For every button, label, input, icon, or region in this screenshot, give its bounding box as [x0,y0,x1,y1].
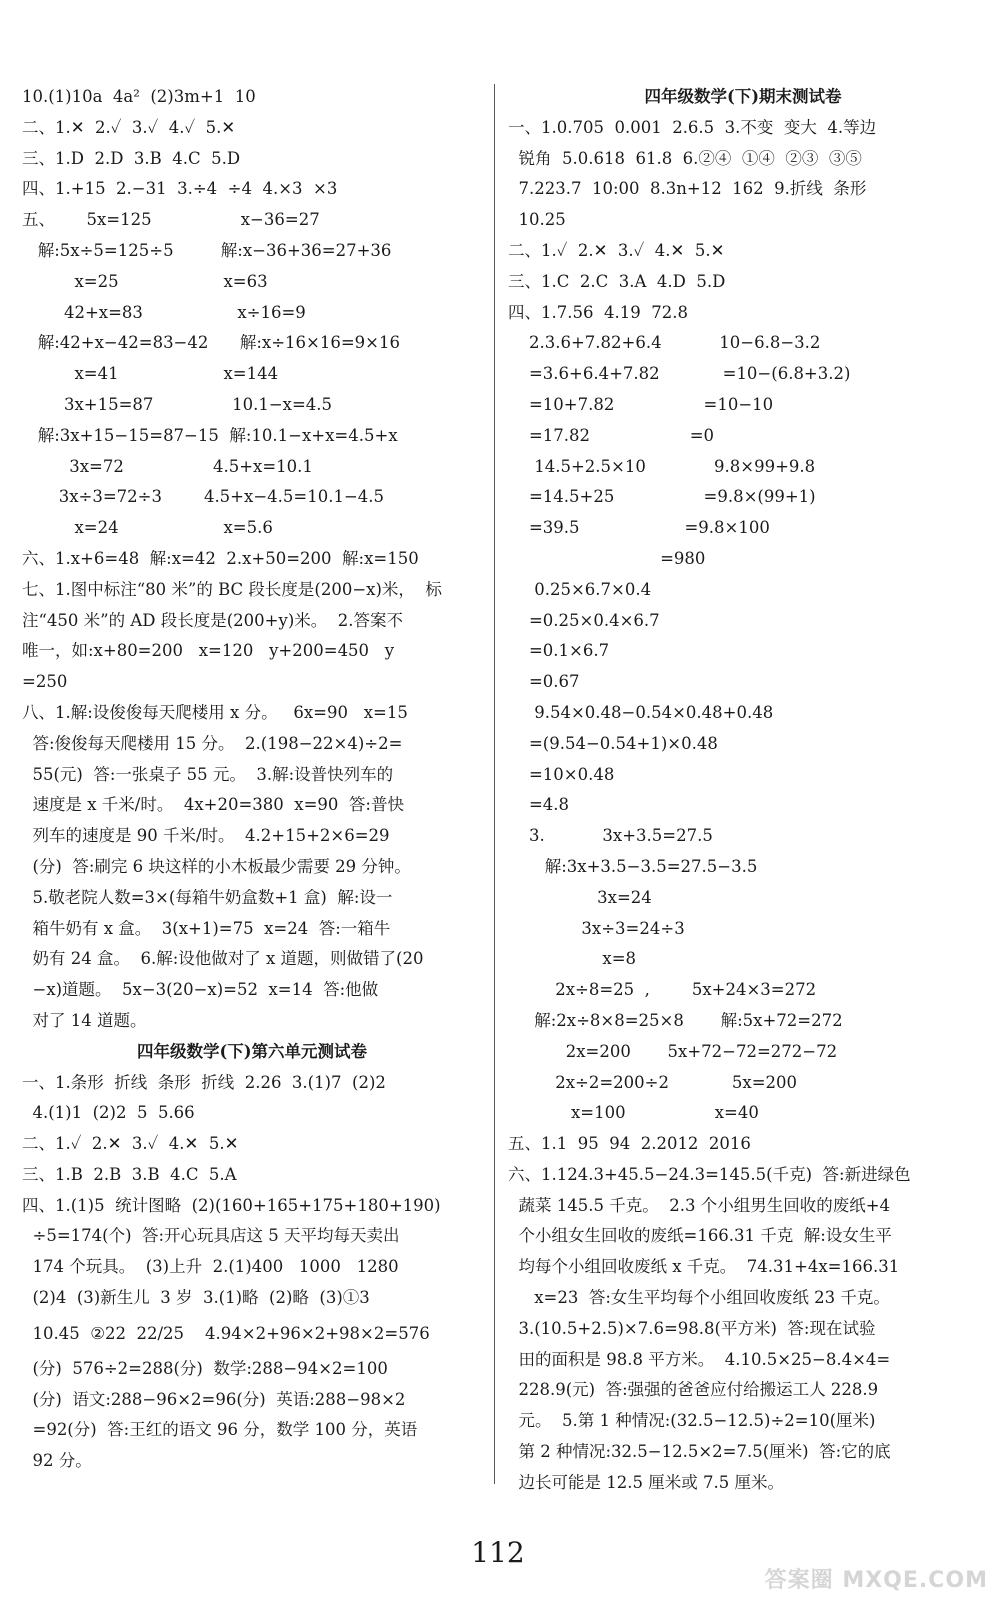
answer-line: 0.25×6.7×0.4 [508,579,652,599]
answer-line: 7.223.7 10:00 8.3n+12 162 9.折线 条形 [508,179,867,199]
answer-line: =3.6+6.4+7.82 =10−(6.8+3.2) [508,364,851,384]
answer-line: 三、1.D 2.D 3.B 4.C 5.D [22,148,241,168]
answer-line: 解:42+x−42=83−42 解:x÷16×16=9×16 [22,333,401,353]
section-title: 四年级数学(下)期末测试卷 [644,87,842,106]
answer-line: 2x=200 5x+72−72=272−72 [508,1041,838,1061]
answer-line: 注“450 米”的 AD 段长度是(200+y)米。 2.答案不 [22,610,403,630]
answer-line: =250 [22,672,68,692]
answer-line: 3.(10.5+2.5)×7.6=98.8(平方米) 答:现在试验 [508,1318,876,1338]
answer-line: 三、1.B 2.B 3.B 4.C 5.A [22,1164,237,1184]
answer-line: =980 [508,548,706,568]
answer-line: (2)4 (3)新生儿 3 岁 3.(1)略 (2)略 (3)①3 [22,1288,370,1308]
answer-line: (分) 576÷2=288(分) 数学:288−94×2=100 [22,1358,388,1378]
answer-line: 速度是 x 千米/时。 4x+20=380 x=90 答:普快 [22,795,404,815]
answer-line: 3x=72 4.5+x=10.1 [22,456,313,476]
answer-line: x=23 答:女生平均每个小组回收废纸 23 千克。 [508,1288,890,1308]
answer-line: x=24 x=5.6 [22,518,273,538]
answer-line: =0.1×6.7 [508,641,610,661]
answer-line: 3x+15=87 10.1−x=4.5 [22,394,333,414]
answer-line: =0.25×0.4×6.7 [508,610,660,630]
answer-line: =4.8 [508,795,570,815]
answer-line: 10.(1)10a 4a² (2)3m+1 10 [22,87,256,106]
answer-line: 174 个玩具。 (3)上升 2.(1)400 1000 1280 [22,1257,399,1277]
answer-line: 二、1.✕ 2.✓ 3.✓ 4.✓ 5.✕ [22,117,236,137]
answer-line: −x)道题。 5x−3(20−x)=52 x=14 答:他做 [22,980,379,1000]
answer-line: 箱牛奶有 x 盒。 3(x+1)=75 x=24 答:一箱牛 [22,918,391,938]
answer-line: 锐角 5.0.618 61.8 6.②④ ①④ ②③ ③⑤ [508,148,862,168]
answer-line: 列车的速度是 90 千米/时。 4.2+15+2×6=29 [22,826,390,846]
page-number: 112 [471,1536,525,1569]
answer-line: 蔬菜 145.5 千克。 2.3 个小组男生回收的废纸+4 [508,1195,891,1215]
watermark-logo: 答案圈 MXQE.COM [764,1568,988,1593]
answer-line: 八、1.解:设俊俊每天爬楼用 x 分。 6x=90 x=15 [22,702,408,722]
answer-line: 2.3.6+7.82+6.4 10−6.8−3.2 [508,333,821,353]
answer-line: 10.45 ②22 22/25 4.94×2+96×2+98×2=576 [22,1323,430,1343]
answer-line: 边长可能是 12.5 厘米或 7.5 厘米。 [508,1472,784,1492]
answer-line: =10×0.48 [508,764,615,784]
answer-line: 五、1.1 95 94 2.2012 2016 [508,1134,751,1154]
answer-line: 9.54×0.48−0.54×0.48+0.48 [508,702,774,722]
answer-line: 一、1.条形 折线 条形 折线 2.26 3.(1)7 (2)2 [22,1072,386,1092]
answer-line: 四、1.+15 2.−31 3.÷4 ÷4 4.×3 ×3 [22,179,338,199]
answer-line: =0.67 [508,672,580,692]
answer-line: x=8 [508,949,637,969]
answer-line: 2x÷8=25 , 5x+24×3=272 [508,980,817,1000]
answer-line: 三、1.C 2.C 3.A 4.D 5.D [508,271,726,291]
answer-line: 四、1.7.56 4.19 72.8 [508,302,688,322]
answer-line: 奶有 24 盒。 6.解:设他做对了 x 道题，则做错了(20 [22,949,424,969]
answer-line: 10.25 [508,210,566,230]
answer-line: 3. 3x+3.5=27.5 [508,826,713,846]
answer-line: x=100 x=40 [508,1103,759,1123]
answer-line: 3x÷3=72÷3 4.5+x−4.5=10.1−4.5 [22,487,385,507]
answer-line: =92(分) 答:王红的语文 96 分，数学 100 分，英语 [22,1420,418,1440]
answer-line: 六、1.x+6=48 解:x=42 2.x+50=200 解:x=150 [22,548,419,568]
answer-line: ÷5=174(个) 答:开心玩具店这 5 天平均每天卖出 [22,1226,400,1246]
answer-line: 均每个小组回收废纸 x 千克。 74.31+4x=166.31 [508,1257,900,1277]
answer-line: 4.(1)1 (2)2 5 5.66 [22,1103,195,1123]
answer-line: 14.5+2.5×10 9.8×99+9.8 [508,456,816,476]
answer-line: 92 分。 [22,1451,92,1471]
left-column [22,82,482,1477]
answer-line: 3x÷3=24÷3 [508,918,685,938]
answer-line: =17.82 =0 [508,425,715,445]
answer-line: =39.5 =9.8×100 [508,518,770,538]
answer-line: 第 2 种情况:32.5−12.5×2=7.5(厘米) 答:它的底 [508,1442,891,1462]
section-title: 四年级数学(下)第六单元测试卷 [136,1041,368,1061]
answer-line: 5.敬老院人数=3×(每箱牛奶盒数+1 盒) 解:设一 [22,887,393,907]
answer-line: =14.5+25 =9.8×(99+1) [508,487,816,507]
column-divider [494,84,495,1484]
answer-line: 解:2x÷8×8=25×8 解:5x+72=272 [508,1010,843,1030]
answer-line: 解:3x+15−15=87−15 解:10.1−x+x=4.5+x [22,425,398,445]
answer-line: 228.9(元) 答:强强的爸爸应付给搬运工人 228.9 [508,1380,879,1400]
answer-line: 二、1.✓ 2.✕ 3.✓ 4.✕ 5.✕ [508,240,725,260]
answer-line: 元。 5.第 1 种情况:(32.5−12.5)÷2=10(厘米) [508,1411,876,1431]
answer-line: x=41 x=144 [22,364,279,384]
answer-line: 二、1.✓ 2.✕ 3.✓ 4.✕ 5.✕ [22,1134,239,1154]
answer-line: 对了 14 道题。 [22,1010,147,1030]
answer-line: 个小组女生回收的废纸=166.31 千克 解:设女生平 [508,1226,892,1246]
answer-line: 3x=24 [508,887,652,907]
answer-line: x=25 x=63 [22,271,268,291]
answer-line: 答:俊俊每天爬楼用 15 分。 2.(198−22×4)÷2= [22,733,403,753]
answer-line: 唯一，如:x+80=200 x=120 y+200=450 y [22,641,395,661]
answer-line: 一、1.0.705 0.001 2.6.5 3.不变 变大 4.等边 [508,117,877,137]
answer-line: 2x÷2=200÷2 5x=200 [508,1072,798,1092]
answer-line: 四、1.(1)5 统计图略 (2)(160+165+175+180+190) [22,1195,441,1215]
answer-line: =(9.54−0.54+1)×0.48 [508,733,718,753]
answer-line: (分) 答:刷完 6 块这样的小木板最少需要 29 分钟。 [22,856,411,876]
right-column [508,82,978,1499]
answer-line: 解:3x+3.5−3.5=27.5−3.5 [508,856,758,876]
answer-line: (分) 语文:288−96×2=96(分) 英语:288−98×2 [22,1389,406,1409]
answer-line: 六、1.124.3+45.5−24.3=145.5(千克) 答:新进绿色 [508,1164,911,1184]
answer-line: =10+7.82 =10−10 [508,394,774,414]
answer-line: 55(元) 答:一张桌子 55 元。 3.解:设普快列车的 [22,764,394,784]
answer-line: 田的面积是 98.8 平方米。 4.10.5×25−8.4×4= [508,1349,891,1369]
answer-line: 解:5x÷5=125÷5 解:x−36+36=27+36 [22,240,392,260]
answer-line: 五、 5x=125 x−36=27 [22,210,320,230]
answer-line: 七、1.图中标注“80 米”的 BC 段长度是(200−x)米， 标 [22,579,442,599]
answer-line: 42+x=83 x÷16=9 [22,302,306,322]
